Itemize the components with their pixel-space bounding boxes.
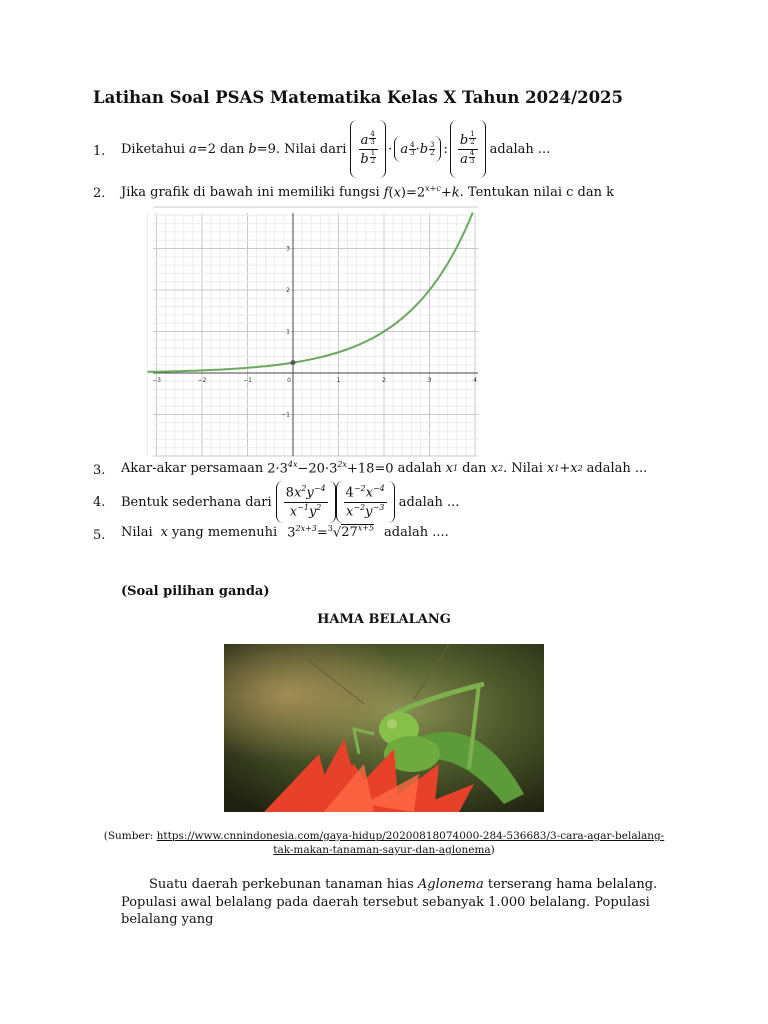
- x-tick-label: 2: [382, 377, 386, 384]
- q4-text-a: Bentuk sederhana dari: [121, 494, 272, 510]
- q1-text-c: . Nilai dari: [275, 141, 347, 157]
- source-link[interactable]: https://www.cnnindonesia.com/gaya-hidup/20200818074000-284-536683/3-cara-agar-belalang-tak-makan-tanaman-sayur-dan-aglonema: [156, 830, 665, 857]
- question-number-3: 3.: [93, 463, 106, 478]
- image-source: [100, 829, 668, 857]
- q2-function: $f(x)=2^{x+c}+k$: [383, 184, 460, 201]
- q1-text-d: adalah ...: [489, 141, 551, 157]
- question-3: Akar-akar persamaan $2\cdot 3^{4x}-20\cdot 3^{2x}+18=0$ adalah x 1 dan x 2 . Nilai x 1 + x 2 adalah ...: [121, 460, 648, 477]
- y-tick-label: 2: [286, 287, 290, 294]
- body-paragraph: [121, 876, 681, 929]
- q5-text-b: yang memenuhi: [171, 524, 278, 540]
- question-number-2: 2.: [93, 186, 106, 201]
- question-4: Bentuk sederhana dari $\frac{8x^2y^{-4}}{x^{-1}y^2}$ $\frac{4^{-2}x^{-4}}{x^{-2}y^{-3}}$ adalah ...: [121, 480, 459, 524]
- x-tick-label: 1: [336, 377, 341, 384]
- q3-text-d: . Nilai: [503, 460, 543, 476]
- graph-y-intercept-point: [291, 360, 296, 365]
- y-tick-label: 3: [286, 245, 290, 253]
- q4-expression: $\frac{8x^2y^{-4}}{x^{-1}y^2}$: [276, 481, 336, 523]
- source-suffix: ): [490, 844, 495, 857]
- x-tick-label: −1: [243, 377, 252, 384]
- q1-math-b: b: [248, 141, 257, 157]
- q3-equation: $2\cdot 3^{4x}-20\cdot 3^{2x}+18=0$: [267, 460, 394, 477]
- q1-expression: a $\frac{4}{3}$ b $\frac{1}{2}$: [350, 120, 386, 178]
- q1-text-a: Diketahui: [121, 141, 186, 157]
- question-2: [121, 184, 614, 200]
- grasshopper-photo: [224, 644, 544, 812]
- q5-text-a: Nilai: [121, 524, 153, 540]
- section-heading: HAMA BELALANG: [317, 612, 451, 627]
- paragraph-text-b: terserang hama belalang. Populasi awal belalang pada daerah tersebut sebanyak 1.000 belalang. Populasi belalang yang: [121, 877, 658, 928]
- q1-text-b: dan: [219, 141, 245, 157]
- x-tick-label: −2: [197, 377, 207, 384]
- y-tick-label: −1: [281, 411, 290, 419]
- paragraph-italic: Aglonema: [417, 877, 484, 892]
- question-number-4: 4.: [93, 495, 106, 510]
- q3-text-b: adalah: [397, 460, 442, 476]
- question-number-1: 1.: [93, 144, 106, 159]
- q2-text-a: Jika grafik di bawah ini memiliki fungsi: [121, 184, 380, 200]
- section-label: (Soal pilihan ganda): [121, 584, 270, 599]
- page-title: Latihan Soal PSAS Matematika Kelas X Tahun 2024/2025: [93, 88, 624, 107]
- x-tick-label: 0: [287, 377, 291, 384]
- paragraph-text-a: Suatu daerah perkebunan tanaman hias: [149, 877, 414, 892]
- question-5: Nilai x yang memenuhi $3^{2x+3}=^3√27^{x+5}$ adalah ....: [121, 524, 449, 541]
- graph-grid: [147, 207, 478, 464]
- q2-text-b: . Tentukan nilai c dan k: [459, 184, 614, 200]
- question-1: Diketahui a =2 dan b =9 . Nilai dari a $\frac{4}{3}$ b $\frac{1}{2}$ · a 4 3 · b 3 2 : b $\frac{1}{2}$ a $\frac{4}{3}$ adalah ...: [121, 118, 550, 180]
- y-tick-label: 1: [286, 328, 290, 336]
- q3-text-a: Akar-akar persamaan: [121, 460, 264, 476]
- q3-text-e: adalah ...: [586, 460, 648, 476]
- x-tick-label: 4: [473, 377, 477, 384]
- x-tick-label: 3: [427, 377, 432, 384]
- q4-text-b: adalah ...: [398, 494, 460, 510]
- exponential-graph: [153, 213, 478, 456]
- q3-text-c: dan: [462, 460, 487, 476]
- source-prefix: (Sumber:: [103, 830, 157, 842]
- q5-text-c: adalah ....: [384, 524, 449, 540]
- question-number-5: 5.: [93, 528, 106, 543]
- q5-equation: $3^{2x+3}=^3√27^{x+5}$: [287, 524, 375, 541]
- x-tick-label: −3: [152, 377, 161, 384]
- q1-math-a: a: [189, 141, 197, 157]
